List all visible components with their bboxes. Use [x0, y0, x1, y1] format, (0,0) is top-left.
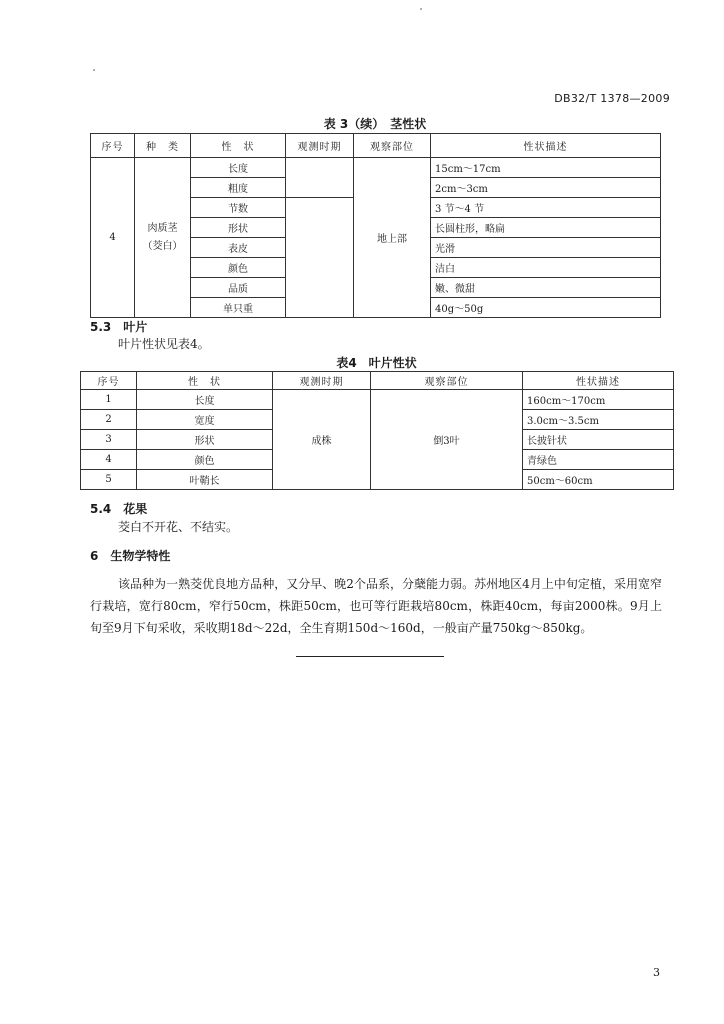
header-index: 序号 [81, 372, 137, 390]
period-cell-top [286, 158, 354, 198]
observe-part: 地上部 [354, 158, 431, 318]
section-6-heading: 6 生物学特性 [90, 549, 171, 563]
header-part: 观察部位 [354, 134, 431, 158]
trait-cell: 表皮 [191, 238, 286, 258]
period-cell-bottom [286, 198, 354, 318]
trait-cell: 品质 [191, 278, 286, 298]
group-index: 4 [91, 158, 135, 318]
page-number: 3 [653, 966, 660, 979]
table3-stem-traits [90, 133, 661, 318]
index-cell: 1 [81, 390, 137, 410]
table3-header-row [91, 134, 661, 158]
group-name-line1: 肉质茎 [147, 222, 178, 234]
section-5-3-heading: 5.3 叶片 [90, 320, 148, 334]
trait-cell: 形状 [137, 430, 273, 450]
table4-leaf-traits [80, 371, 674, 490]
trait-cell: 形状 [191, 218, 286, 238]
desc-cell: 长披针状 [523, 430, 674, 450]
table-row [81, 390, 674, 410]
trait-cell: 长度 [137, 390, 273, 410]
index-cell: 4 [81, 450, 137, 470]
index-cell: 5 [81, 470, 137, 490]
desc-cell: 40g～50g [431, 298, 661, 318]
document-code: DB32/T 1378—2009 [554, 92, 670, 105]
trait-cell: 颜色 [191, 258, 286, 278]
desc-cell: 50cm～60cm [523, 470, 674, 490]
section-5-3-text: 叶片性状见表4。 [118, 337, 210, 351]
header-period: 观测时期 [273, 372, 371, 390]
desc-cell: 长圆柱形，略扁 [431, 218, 661, 238]
trait-cell: 节数 [191, 198, 286, 218]
desc-cell: 光滑 [431, 238, 661, 258]
scan-speck [93, 69, 95, 71]
header-trait: 性 状 [191, 134, 286, 158]
observe-period: 成株 [273, 390, 371, 490]
group-name-line2: （茭白） [142, 240, 183, 252]
desc-cell: 嫩、微甜 [431, 278, 661, 298]
table3-caption: 表 3（续） 茎性状 [323, 117, 427, 131]
table4-header-row [81, 372, 674, 390]
trait-cell: 叶鞘长 [137, 470, 273, 490]
header-period: 观测时期 [286, 134, 354, 158]
scan-speck [420, 8, 422, 10]
desc-cell: 青绿色 [523, 450, 674, 470]
trait-cell: 宽度 [137, 410, 273, 430]
desc-cell: 2cm～3cm [431, 178, 661, 198]
index-cell: 3 [81, 430, 137, 450]
section-5-4-heading: 5.4 花果 [90, 502, 148, 516]
desc-cell: 15cm～17cm [431, 158, 661, 178]
index-cell: 2 [81, 410, 137, 430]
table-row [91, 158, 661, 178]
observe-part: 倒3叶 [371, 390, 523, 490]
desc-cell: 160cm～170cm [523, 390, 674, 410]
header-index: 序号 [91, 134, 135, 158]
table4-caption: 表4 叶片性状 [336, 356, 417, 370]
end-rule [296, 656, 444, 657]
trait-cell: 长度 [191, 158, 286, 178]
header-desc: 性状描述 [523, 372, 674, 390]
section-5-4-text: 茭白不开花、不结实。 [118, 520, 239, 534]
header-type: 种 类 [135, 134, 191, 158]
header-desc: 性状描述 [431, 134, 661, 158]
trait-cell: 单只重 [191, 298, 286, 318]
desc-cell: 3 节～4 节 [431, 198, 661, 218]
header-part: 观察部位 [371, 372, 523, 390]
desc-cell: 3.0cm～3.5cm [523, 410, 674, 430]
header-trait: 性 状 [137, 372, 273, 390]
desc-cell: 洁白 [431, 258, 661, 278]
section-6-text: 该品种为一熟茭优良地方品种，又分早、晚2个品系，分蘖能力弱。苏州地区4月上中旬定植，采用宽窄行栽培，宽行80cm，窄行50cm，株距50cm，也可等行距栽培80cm，株距40cm，每亩2000株。9月上旬至9月下旬采收，采收期18d～22d，全生育期150d～160d，一般亩产量750kg～850kg。 [90, 577, 662, 635]
group-name [135, 158, 191, 318]
trait-cell: 颜色 [137, 450, 273, 470]
trait-cell: 粗度 [191, 178, 286, 198]
